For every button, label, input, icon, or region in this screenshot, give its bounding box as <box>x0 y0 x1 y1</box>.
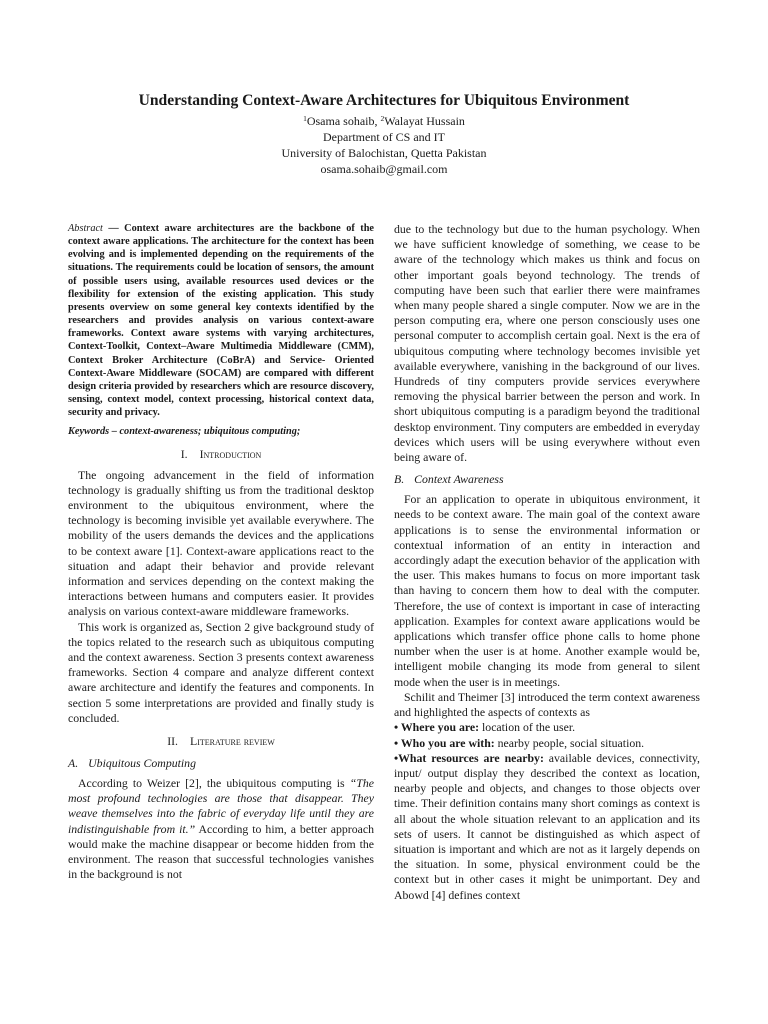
bullet-who-you-are-with <box>394 736 700 751</box>
section-heading-literature-review <box>68 734 374 749</box>
author2-name: Walayat Hussain <box>384 114 465 128</box>
bullet-where-you-are <box>394 720 700 735</box>
section-heading-introduction <box>68 447 374 462</box>
bullet-text: available devices, connectivity, input/ output display they described the context as location, nearby people and objects, and changes to those objects over time. Their definition contains many short comings as context is all about the whole situation relevant to an application and its sets of users. It cannot be distinguished as which aspect of situation is important and which are not as it largely depends on the situation. In some, physical environment could be the context but in other cases it might be unimportant. Dey and Abowd [4] defines context <box>394 750 700 902</box>
author1-superscript: 1 <box>303 114 307 123</box>
context-awareness-paragraph-1: For an application to operate in ubiquitous environment, it needs to be context aware. The main goal of the context aware applications is to sense the environmental information or contextual information of an entity in interaction and accordingly adapt the execution behavior of the application with the user. This makes humans to focus on more important task than having to concern them how to deal with the computer. Therefore, the use of context is important in case of interacting application. Examples for context aware applications would be applications which transfer office phone calls to home phone number when the user is at home. Another example would be, intelligent mobile changing its mode from general to silent mode when the user is in meetings. <box>394 492 700 689</box>
author2-superscript: 2 <box>380 114 385 123</box>
department: Department of CS and IT <box>323 130 445 144</box>
subsection-number: B. <box>394 472 405 487</box>
bullet-label: • Where you are: <box>394 720 480 735</box>
bullet-label: • Who you are with: <box>394 735 495 750</box>
subsection-title: Ubiquitous Computing <box>88 755 196 770</box>
abstract-label: Abstract <box>68 223 103 234</box>
ubiquitous-text-end: According to him, a better approach would make the machine disappear or become hidden from the environment. The reason that successful technologies vanishes in the background is not <box>68 821 374 882</box>
email: osama.sohaib@gmail.com <box>320 162 448 176</box>
intro-paragraph-2: This work is organized as, Section 2 give background study of the topics related to the research such as ubiquitous computing and the context awareness. Section 3 presents context awareness frameworks. Section 4 compare and analyze different context aware architecture and identify the features and components. In section 5 some interpretations are provided and finally study is concluded. <box>68 619 374 725</box>
bullet-label: •What resources are nearby: <box>394 750 544 765</box>
abstract <box>68 222 374 419</box>
context-awareness-paragraph-2: Schilit and Theimer [3] introduced the term context awareness and highlighted the aspects of contexts as <box>394 689 700 720</box>
continued-paragraph: due to the technology but due to the human psychology. When we have sufficient knowledge of something, we cease to be aware of the technology which makes us think and focus on other important goals beyond technology. The trends of computing have been such that earlier there were mainframes when many people shared a single computer. Now we are in the person computing era, where one person consciously uses one personal computer to accomplish certain goal. Next is the era of ubiquitous computing where technology becomes invisible yet available everywhere, vanishing in the background of our lives. Hundreds of tiny computers provide services everywhere removing the physical barrier between the person and work. In short ubiquitous computing is a paradigm beyond the traditional desktop environment. Tiny computers are embedded in everyday devices which users will be using everywhere without even being aware of. <box>394 222 700 465</box>
paper-title: Understanding Context-Aware Architectures for Ubiquitous Environment <box>138 92 630 109</box>
intro-paragraph-1: The ongoing advancement in the field of information technology is gradually shifting us from the traditional desktop environment to the ubiquitous environment, where the technology is becoming invisible yet available everywhere. The mobility of the users demands the devices and the applications to be context aware [1]. Context-aware applications react to the situation and adapt their behavior and provide relevant information and services depending on the context making the interactions between humans and computers easier. It provides analysis on various context-aware middleware frameworks. <box>68 467 374 619</box>
section-number: I. <box>180 446 188 461</box>
right-column <box>394 222 700 903</box>
ubiquitous-paragraph <box>68 776 374 882</box>
subsection-heading-ubiquitous-computing <box>68 756 374 771</box>
ubiquitous-text-start: According to Weizer [2], the ubiquitous computing is <box>78 775 350 790</box>
subsection-heading-context-awareness <box>394 472 700 487</box>
section-title: Introduction <box>199 446 262 461</box>
authors <box>0 113 768 129</box>
bullet-text: nearby people, social situation. <box>494 735 645 750</box>
university: University of Balochistan, Quetta Pakistan <box>281 146 487 160</box>
section-number: II. <box>167 733 178 748</box>
abstract-dash: — <box>102 223 125 234</box>
weiser-quote: “The most profound technologies are those that disappear. They weave themselves into the fabric of everyday life until they are indistinguishable from it.” <box>68 775 374 836</box>
subsection-title: Context Awareness <box>414 472 504 487</box>
section-title: Literature review <box>190 733 275 748</box>
subsection-number: A. <box>68 755 79 770</box>
keywords: Keywords – context-awareness; ubiquitous computing; <box>68 426 301 438</box>
abstract-text: Context aware architectures are the backbone of the context aware applications. The architecture for the context has been evolving and is implemented depending on the requirements of the situations. The requirements could be location of sensors, the amount of possible users using, available resources used devices or the flexibility for extension of the existing application. This study presents overview on some general key contexts identified by the researchers and provides analysis on various context-aware frameworks. Context aware systems with varying architectures, Context-Toolkit, Context–Aware Multimedia Middleware (CMM), Context Broker Architecture (CoBrA) and Service- Oriented Context-Aware Middleware (SOCAM) are compared with different design criteria provided by researchers which are resource discovery, sensing, context model, context processing, historical context data, security and privacy. <box>68 223 374 419</box>
bullet-what-resources <box>394 751 700 903</box>
left-column <box>68 222 374 882</box>
bullet-text: location of the user. <box>479 720 576 735</box>
author1-name: Osama sohaib, <box>306 114 381 128</box>
paper-header <box>0 91 768 177</box>
